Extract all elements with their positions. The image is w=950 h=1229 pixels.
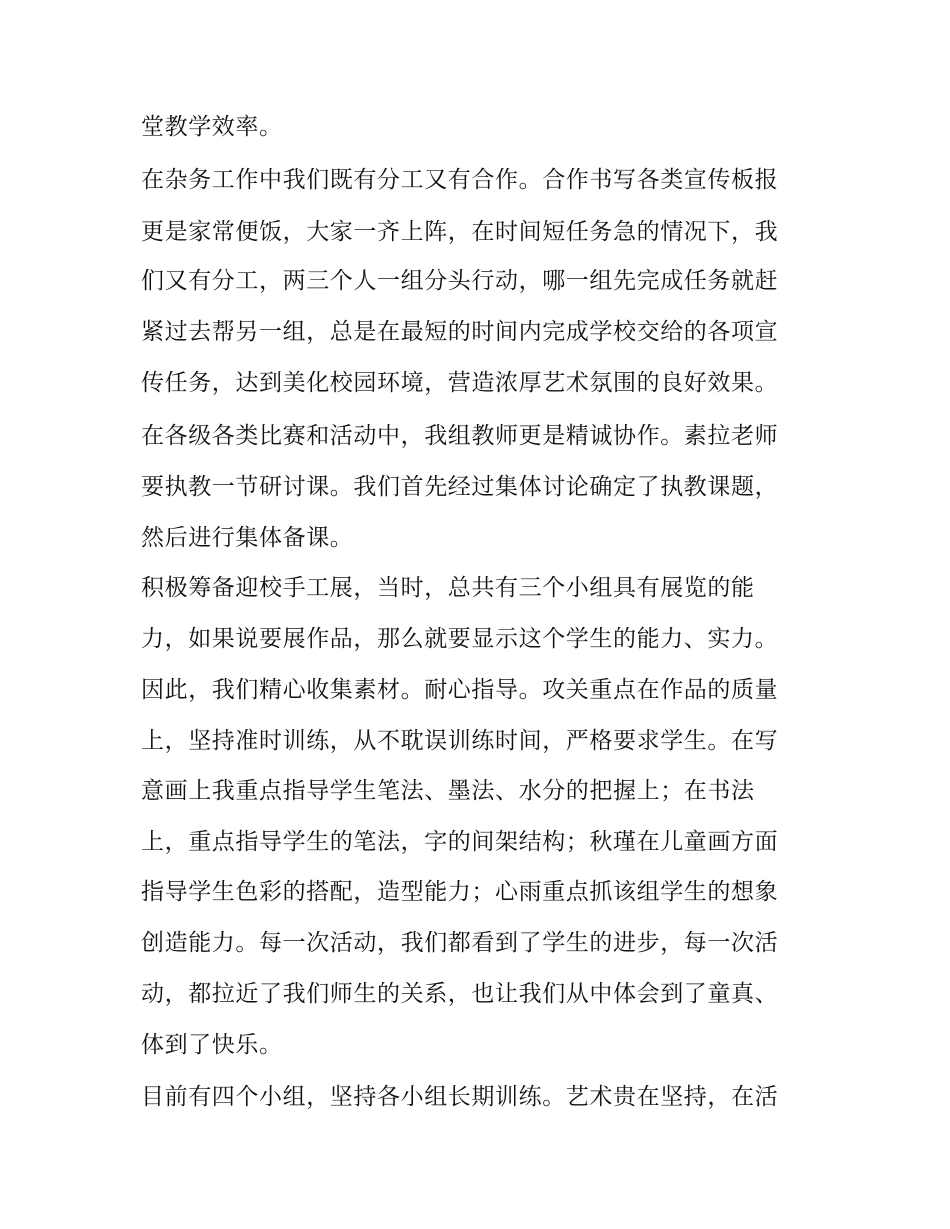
- text-line: 指导学生色彩的搭配，造型能力；心雨重点抓该组学生的想象: [141, 879, 779, 905]
- text-line: 目前有四个小组，坚持各小组长期训练。艺术贵在坚持，在活: [141, 1084, 779, 1110]
- text-line: 上，坚持准时训练，从不耽误训练时间，严格要求学生。在写: [141, 728, 779, 754]
- text-line: 在杂务工作中我们既有分工又有合作。合作书写各类宣传板报: [141, 167, 779, 193]
- text-line: 动，都拉近了我们师生的关系，也让我们从中体会到了童真、: [141, 981, 779, 1007]
- text-line: 在各级各类比赛和活动中，我组教师更是精诚协作。素拉老师: [141, 423, 779, 449]
- text-line: 积极筹备迎校手工展，当时，总共有三个小组具有展览的能: [141, 575, 755, 601]
- text-line: 上，重点指导学生的笔法，字的间架结构；秋瑾在儿童画方面: [141, 829, 779, 855]
- text-line: 体到了快乐。: [141, 1032, 283, 1058]
- text-line: 传任务，达到美化校园环境，营造浓厚艺术氛围的良好效果。: [141, 370, 779, 396]
- text-line: 要执教一节研讨课。我们首先经过集体讨论确定了执教课题，: [141, 474, 779, 500]
- text-line: 堂教学效率。: [141, 114, 283, 140]
- text-line: 们又有分工，两三个人一组分头行动，哪一组先完成任务就赶: [141, 268, 779, 294]
- text-line: 紧过去帮另一组，总是在最短的时间内完成学校交给的各项宣: [141, 319, 779, 345]
- text-line: 意画上我重点指导学生笔法、墨法、水分的把握上；在书法: [141, 778, 755, 804]
- text-line: 力，如果说要展作品，那么就要显示这个学生的能力、实力。: [141, 626, 779, 652]
- text-line: 然后进行集体备课。: [141, 525, 354, 551]
- text-line: 创造能力。每一次活动，我们都看到了学生的进步，每一次活: [141, 930, 779, 956]
- text-line: 因此，我们精心收集素材。耐心指导。攻关重点在作品的质量: [141, 677, 779, 703]
- text-line: 更是家常便饭，大家一齐上阵，在时间短任务急的情况下，我: [141, 219, 779, 245]
